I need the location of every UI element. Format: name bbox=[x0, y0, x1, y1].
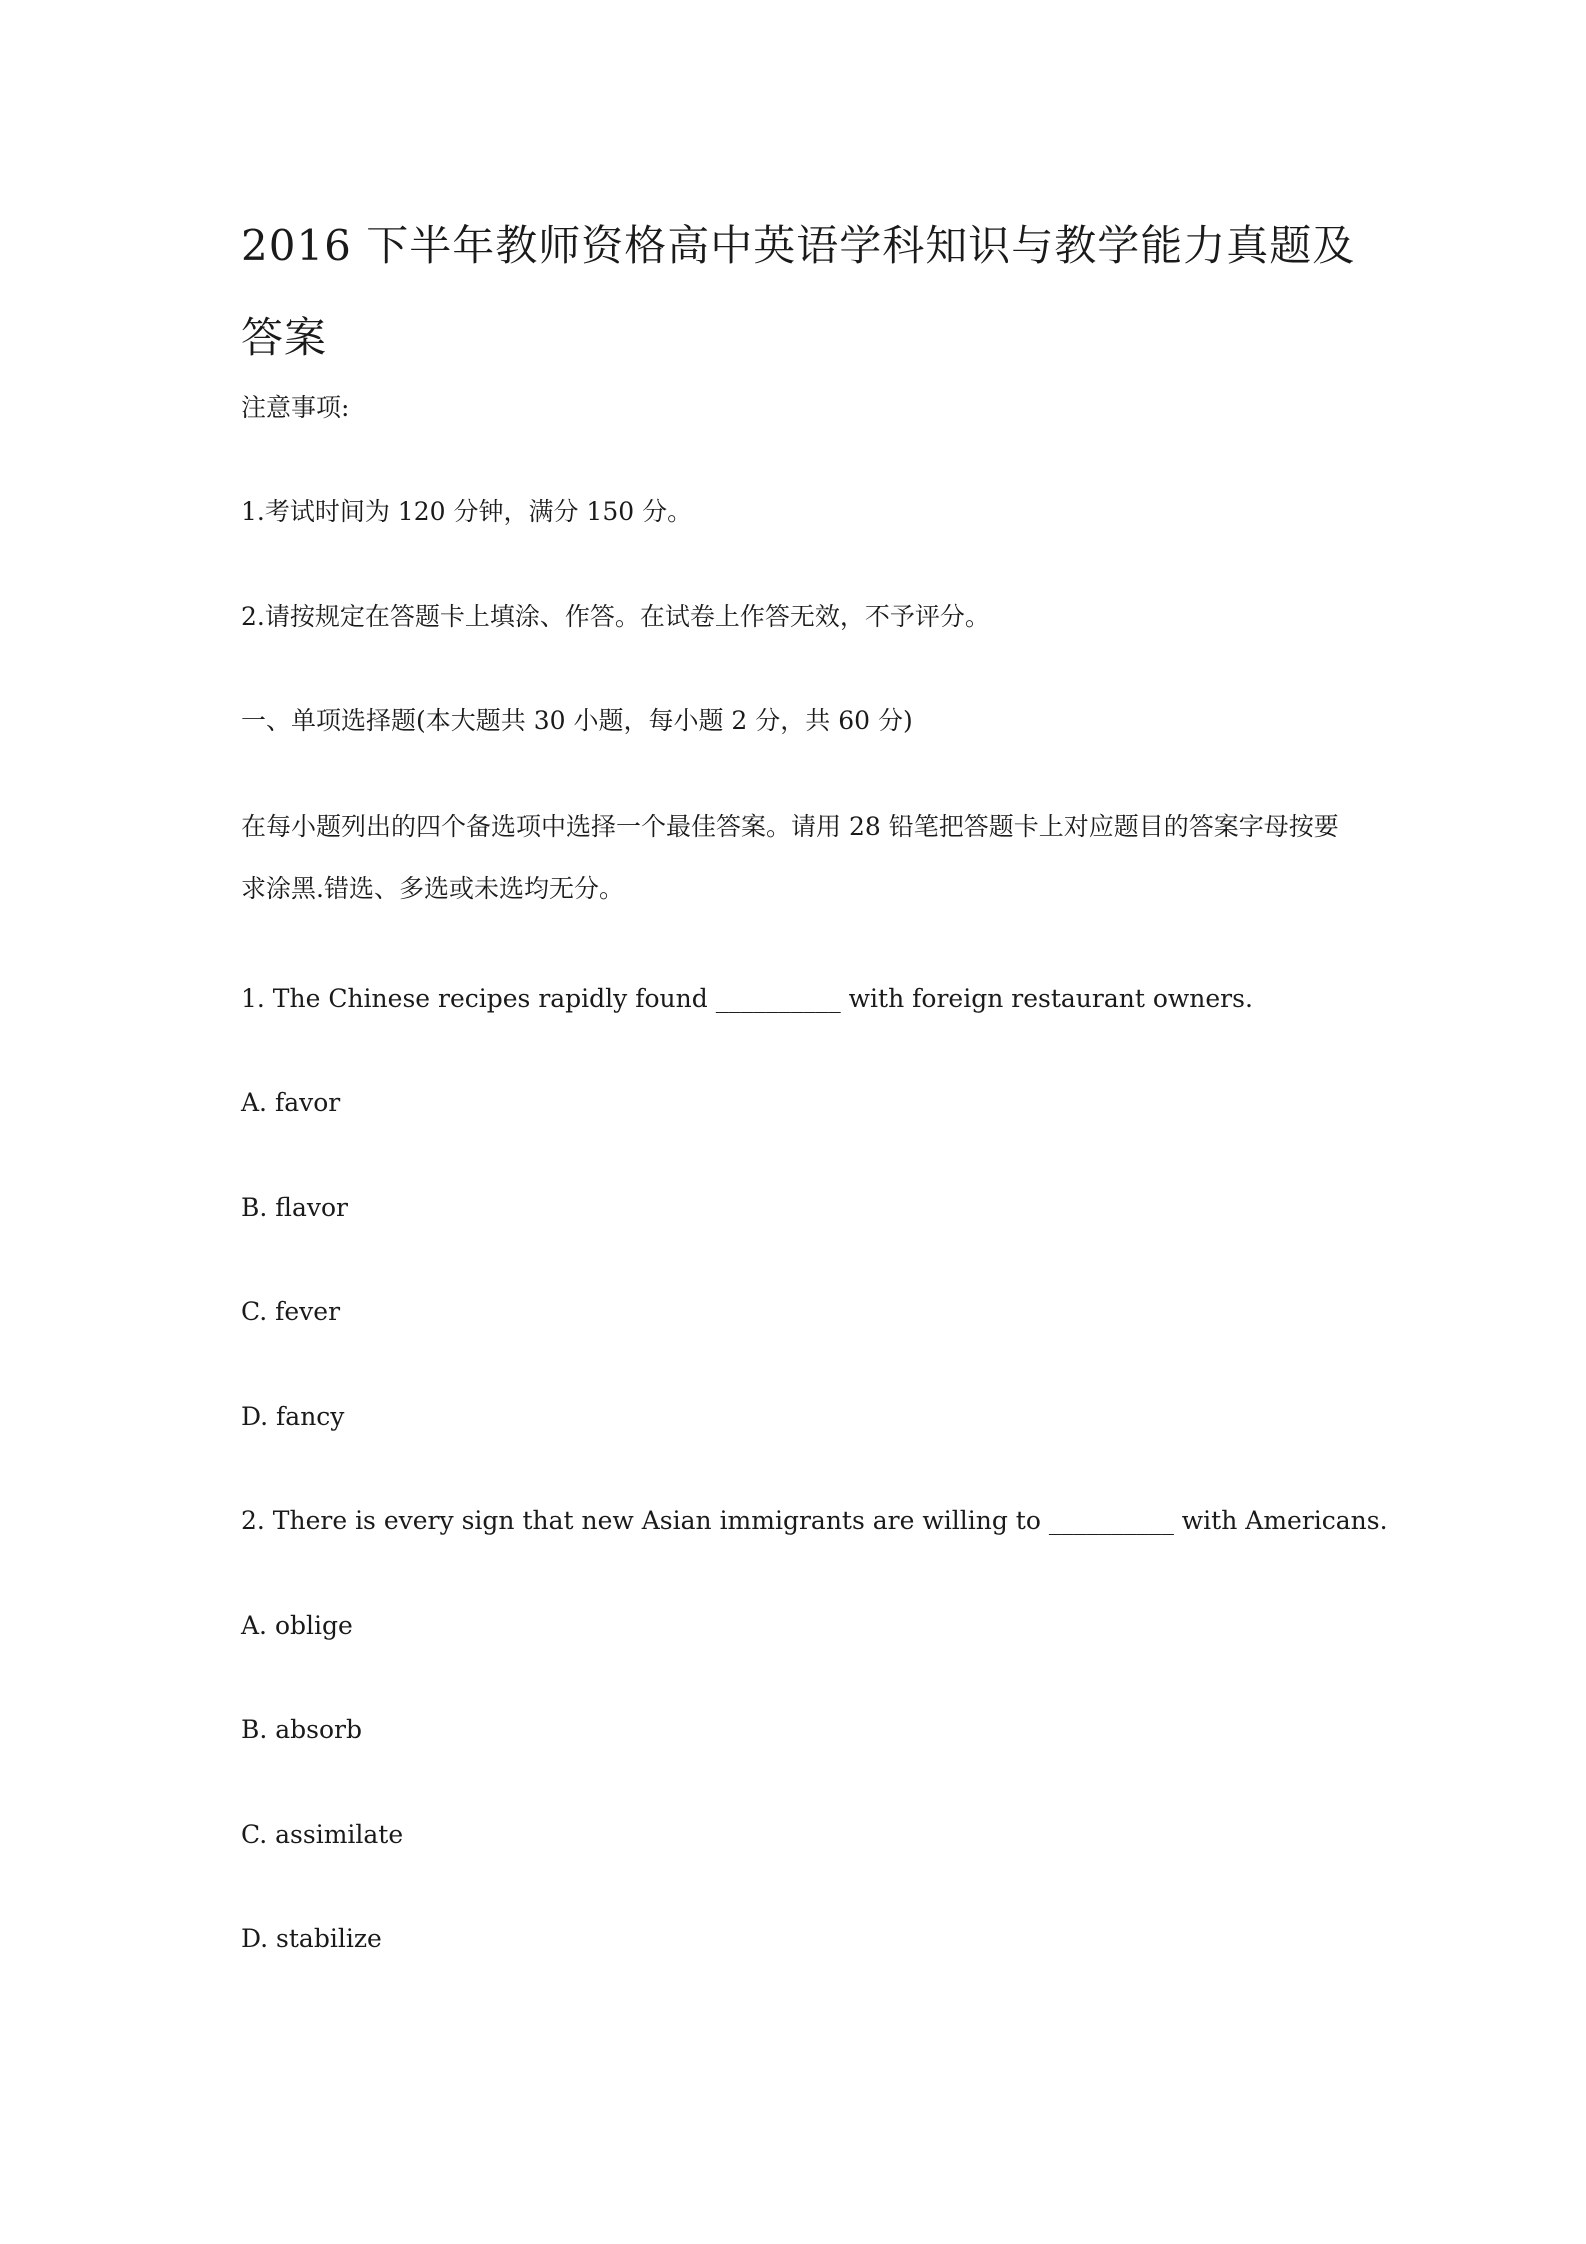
answer-option: D. stabilize bbox=[241, 1924, 382, 1953]
answer-option: A. favor bbox=[241, 1088, 341, 1117]
answer-option: A. oblige bbox=[241, 1611, 353, 1640]
section-instructions: 在每小题列出的四个备选项中选择一个最佳答案。请用 28 铅笔把答题卡上对应题目的答案字母按要求涂黑.错选、多选或未选均无分。 bbox=[241, 812, 1339, 903]
question-stem: 2. There is every sign that new Asian immigrants are willing to __________ with Americans. bbox=[241, 1506, 1388, 1535]
question-stem: 1. The Chinese recipes rapidly found __________ with foreign restaurant owners. bbox=[241, 984, 1253, 1013]
notice-item: 1.考试时间为 120 分钟，满分 150 分。 bbox=[241, 497, 693, 526]
document-title: 2016 下半年教师资格高中英语学科知识与教学能力真题及答案 bbox=[241, 221, 1356, 362]
answer-option: B. flavor bbox=[241, 1193, 348, 1222]
answer-option: B. absorb bbox=[241, 1715, 363, 1744]
notice-item: 2.请按规定在答题卡上填涂、作答。在试卷上作答无效，不予评分。 bbox=[241, 602, 990, 631]
answer-option: D. fancy bbox=[241, 1402, 345, 1431]
notice-heading: 注意事项: bbox=[241, 393, 350, 422]
section-heading: 一、单项选择题(本大题共 30 小题，每小题 2 分，共 60 分) bbox=[241, 706, 913, 735]
answer-option: C. assimilate bbox=[241, 1820, 404, 1849]
answer-option: C. fever bbox=[241, 1297, 341, 1326]
